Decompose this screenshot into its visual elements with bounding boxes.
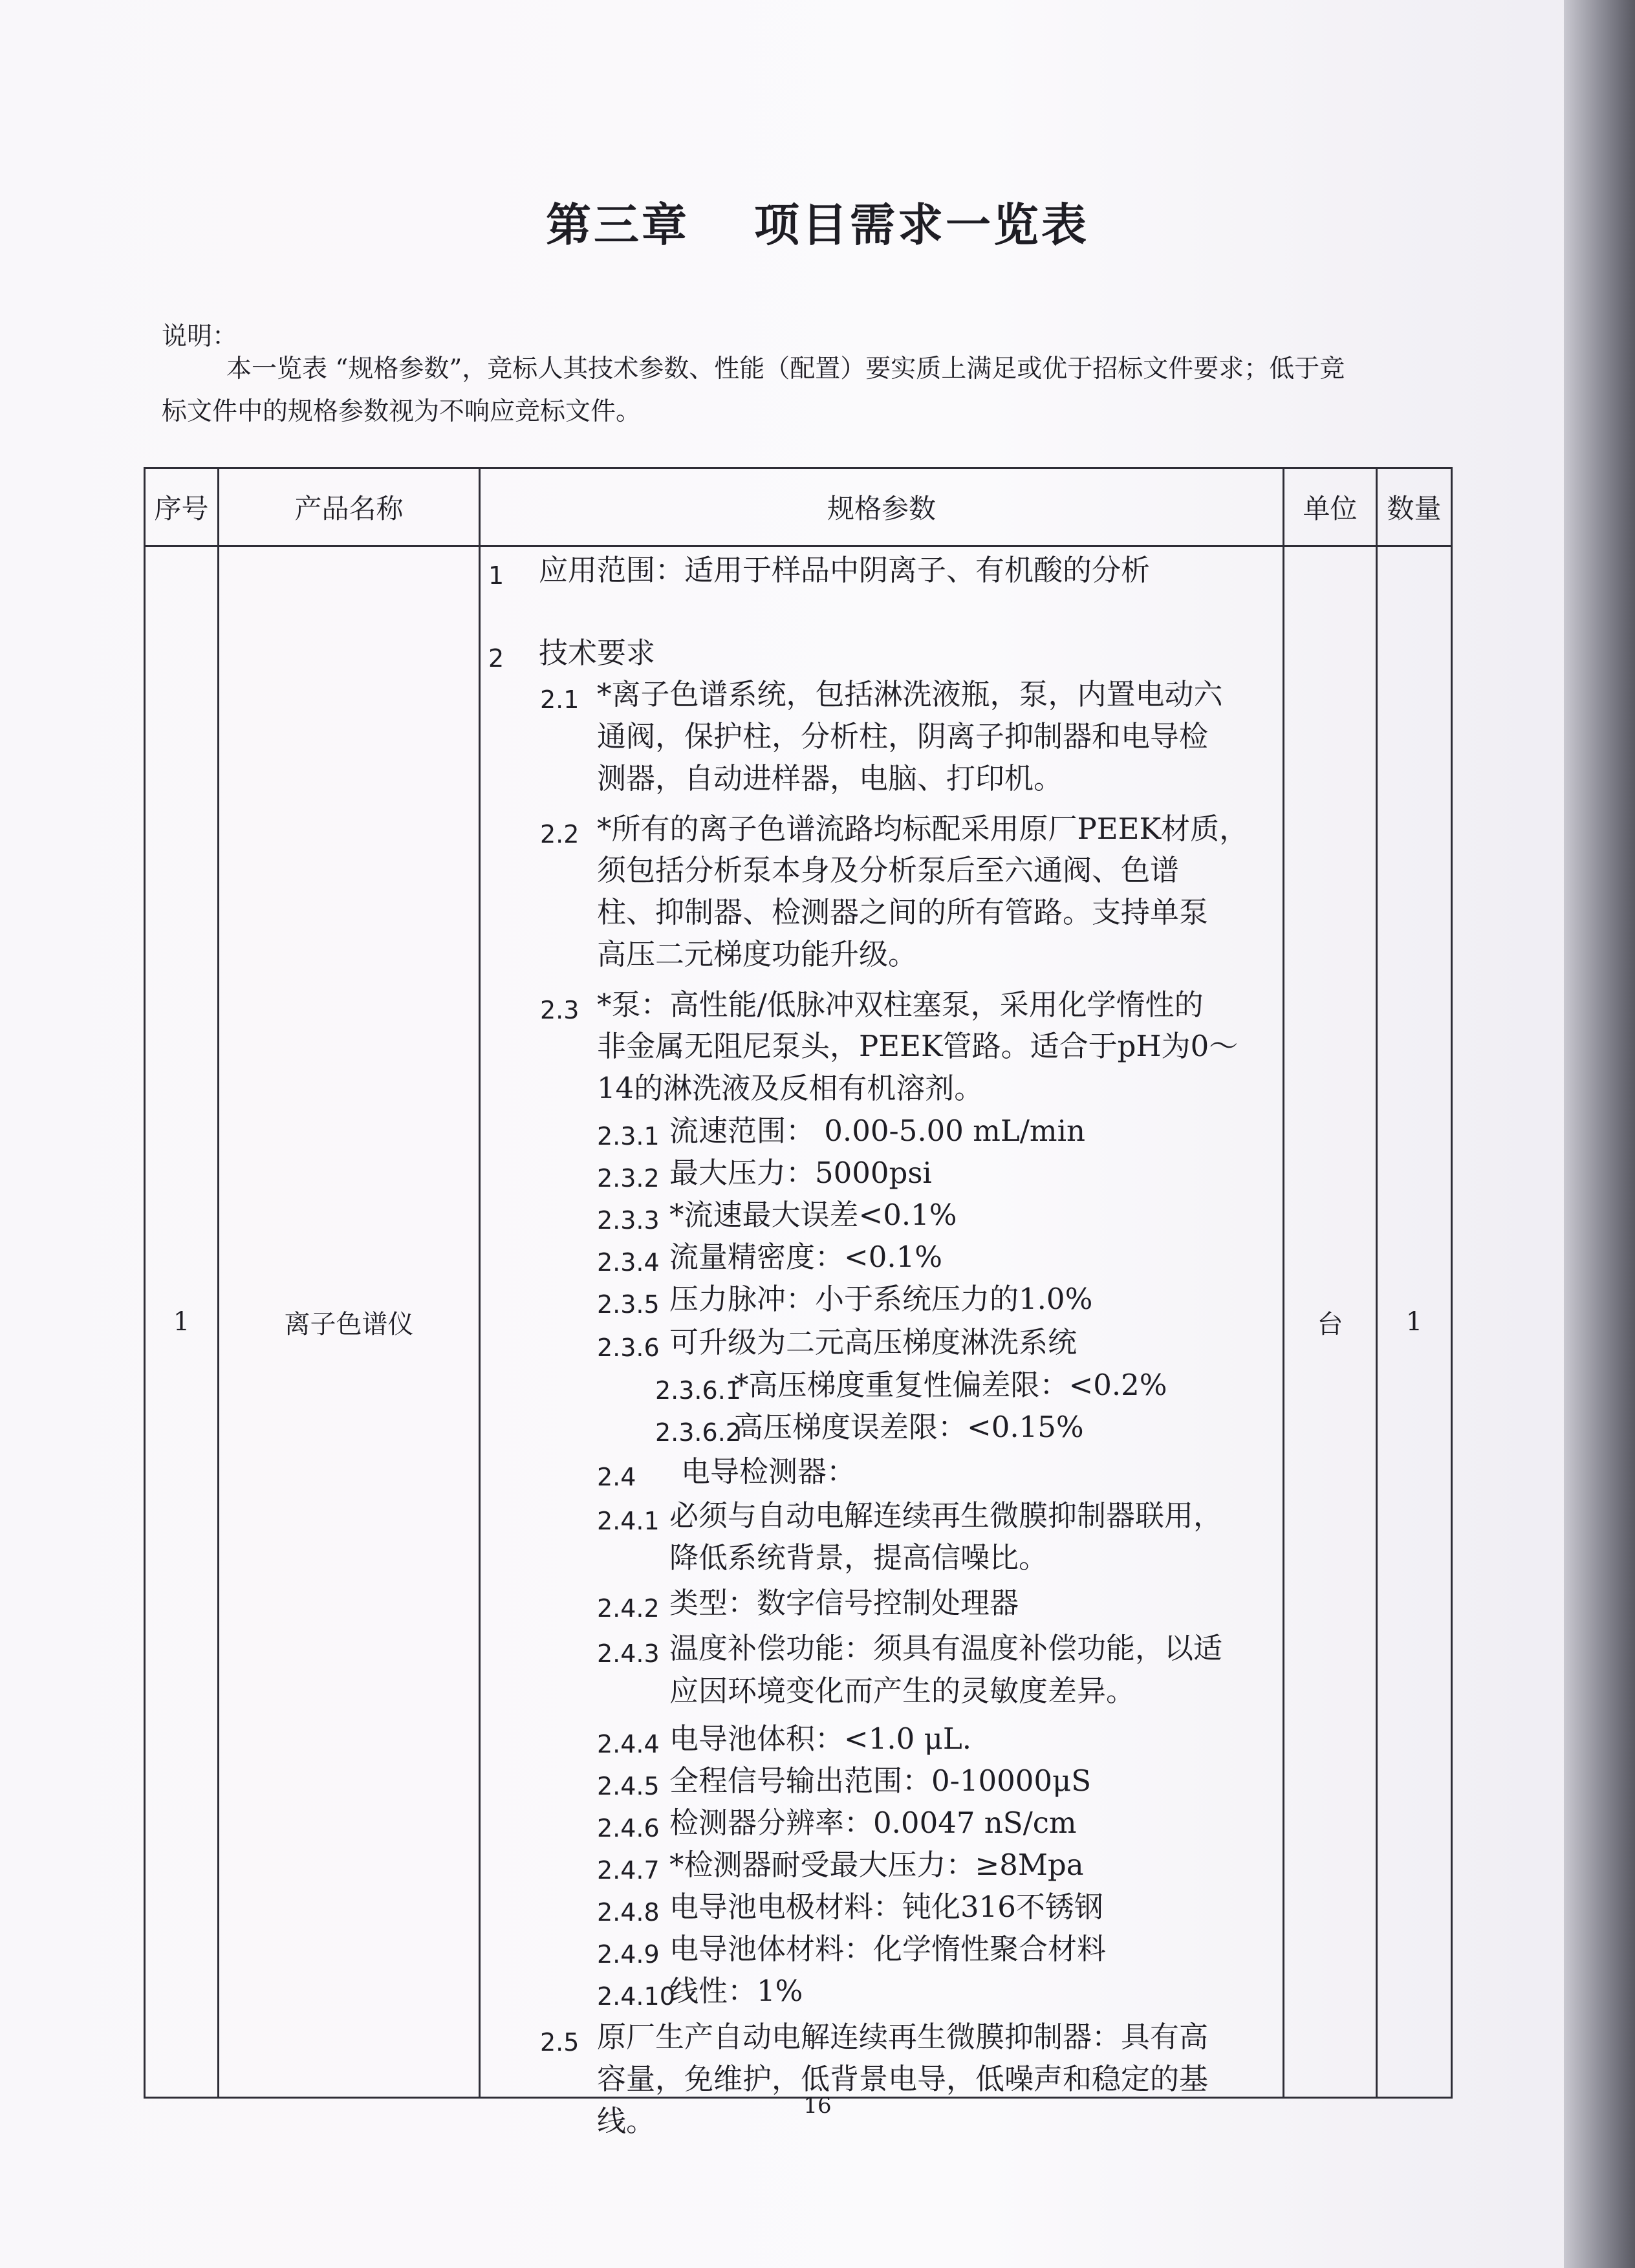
spec-line-number: 2.3 [540,996,579,1024]
spec-line-number: 2.3.1 [597,1122,660,1150]
spec-line-number: 1 [488,561,504,590]
spec-line-text: 测器，自动进样器，电脑、打印机。 [597,761,1063,795]
chapter-title: 项目需求一览表 [754,198,1089,252]
row-seq: 1 [145,546,219,2098]
spec-line-number: 2.3.6.1 [655,1376,741,1405]
row-unit: 台 [1284,546,1377,2098]
spec-line-text: 电导池体积：<1.0 μL. [669,1722,972,1756]
spec-line-text: 类型：数字信号控制处理器 [669,1586,1019,1620]
header-spec: 规格参数 [480,468,1284,546]
spec-line-number: 2.4.5 [597,1772,660,1800]
spec-line-text: 电导池体材料：化学惰性聚合材料 [669,1932,1107,1966]
spec-line-number: 2.3.6.2 [655,1418,741,1447]
table-header-row [145,468,1452,546]
spec-line-number: 2.2 [540,820,579,848]
page-number: 16 [803,2093,832,2119]
spec-line-number: 2.4.6 [597,1814,660,1842]
spec-line-number: 2.1 [540,686,579,714]
spec-line-text: 通阀，保护柱，分析柱，阴离子抑制器和电导检 [597,719,1209,753]
spec-line-number: 2.4.3 [597,1639,660,1668]
spec-line-text: 线。 [597,2104,656,2138]
spec-line-text: 降低系统背景，提高信噪比。 [669,1540,1048,1575]
spec-line-text: 须包括分析泵本身及分析泵后至六通阀、色谱 [597,853,1180,887]
requirements-table [144,467,1453,2138]
page-title [0,189,1635,254]
spec-line-number: 2.4.7 [597,1856,660,1885]
spec-line-text: 全程信号输出范围：0-10000μS [669,1764,1092,1798]
spec-line-text: 技术要求 [539,636,656,670]
spec-line-text: *检测器耐受最大压力：≥8Mpa [669,1848,1084,1882]
spec-line-text: 检测器分辨率：0.0047 nS/cm [669,1806,1077,1840]
spec-line-number: 2 [488,644,504,673]
spec-line-number: 2.5 [540,2028,579,2057]
spec-line-text: *离子色谱系统，包括淋洗液瓶，泵，内置电动六 [597,677,1223,711]
spec-line-text: 应用范围：适用于样品中阴离子、有机酸的分析 [539,553,1151,587]
spec-line-number: 2.3.4 [597,1248,660,1277]
spec-line-text: 压力脉冲：小于系统压力的1.0% [669,1282,1093,1316]
spec-line-number: 2.4.9 [597,1940,660,1969]
chapter-number: 第三章 [546,198,689,252]
spec-line-text: *所有的离子色谱流路均标配采用原厂PEEK材质， [597,812,1249,846]
spec-line-text: 高压二元梯度功能升级。 [597,937,918,971]
spec-line-text: 可升级为二元高压梯度淋洗系统 [669,1325,1077,1359]
spec-line-number: 2.4.4 [597,1730,660,1758]
header-seq: 序号 [145,468,219,546]
header-qty: 数量 [1377,468,1452,546]
binding-edge [1564,0,1635,2268]
spec-line-text: *流速最大误差<0.1% [669,1198,957,1232]
spec-line-number: 2.3.6 [597,1334,660,1362]
table-row [145,546,1452,2098]
spec-line-text: 流速范围： 0.00-5.00 mL/min [669,1114,1085,1148]
spec-line-text: 温度补偿功能：须具有温度补偿功能，以适 [669,1631,1223,1665]
spec-line-text: 柱、抑制器、检测器之间的所有管路。支持单泵 [597,895,1209,929]
spec-line-number: 2.4 [597,1463,636,1491]
spec-line-text: 14的淋洗液及反相有机溶剂。 [597,1071,984,1105]
spec-line-text: 电导池电极材料：钝化316不锈钢 [669,1890,1103,1924]
row-product: 离子色谱仪 [219,546,480,2098]
header-unit: 单位 [1284,468,1377,546]
spec-line-text: 容量，免维护，低背景电导，低噪声和稳定的基 [597,2062,1209,2096]
header-product: 产品名称 [219,468,480,546]
spec-line-text: 流量精密度：<0.1% [669,1240,943,1274]
spec-line-text: 原厂生产自动电解连续再生微膜抑制器：具有高 [597,2020,1209,2054]
spec-line-number: 2.4.2 [597,1594,660,1623]
spec-line-number: 2.4.1 [597,1507,660,1535]
spec-line-number: 2.4.8 [597,1898,660,1927]
spec-line-text: 非金属无阻尼泵头，PEEK管路。适合于pH为0～ [597,1029,1239,1063]
spec-line-text: *泵：高性能/低脉冲双柱塞泵，采用化学惰性的 [597,988,1204,1022]
spec-line-text: 必须与自动电解连续再生微膜抑制器联用， [669,1498,1223,1533]
spec-line-number: 2.3.2 [597,1164,660,1193]
spec-line-text: 高压梯度误差限：<0.15% [734,1410,1084,1444]
spec-line-text: 最大压力：5000psi [669,1156,932,1190]
spec-line-text: 电导检测器： [681,1454,856,1489]
spec-line-number: 2.3.3 [597,1206,660,1235]
note-text: 本一览表 “规格参数”，竞标人其技术参数、性能（配置）要实质上满足或优于招标文件要求；低于竞标文件中的规格参数视为不响应竞标文件。 [162,354,1345,426]
row-qty: 1 [1377,546,1452,2098]
spec-line-text: 应因环境变化而产生的灵敏度差异。 [669,1674,1136,1708]
spec-line-text: *高压梯度重复性偏差限：<0.2% [734,1368,1167,1402]
spec-line-number: 2.3.5 [597,1290,660,1319]
spec-line-number: 2.4.10 [597,1982,675,2011]
spec-list [481,547,1283,2138]
row-spec [480,546,1284,2138]
note-label: 说明： [162,322,238,351]
spec-line-text: 线性：1% [669,1974,803,2008]
